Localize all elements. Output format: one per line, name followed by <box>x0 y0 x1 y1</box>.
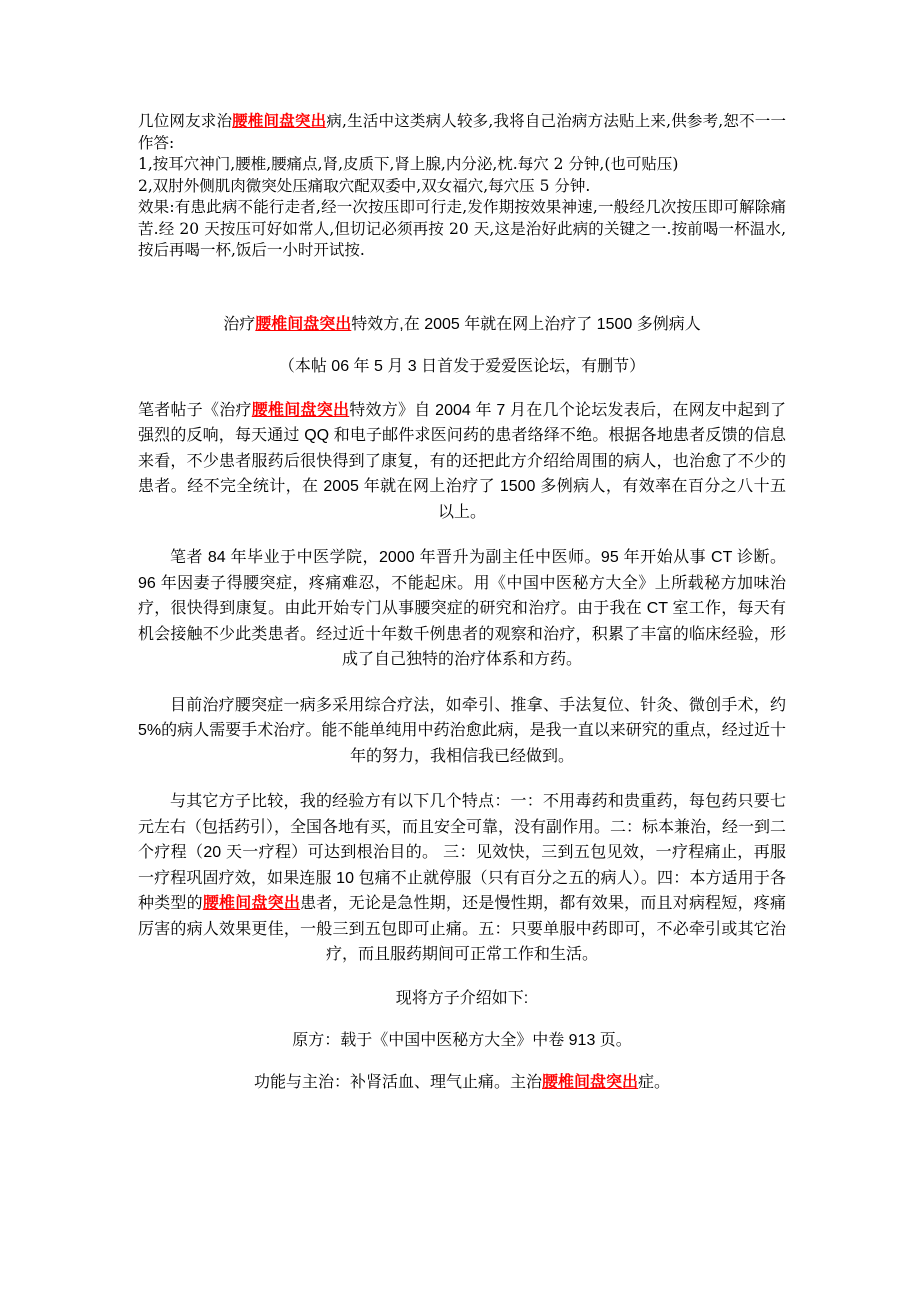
effect-paragraph: 效果:有患此病不能行走者,经一次按压即可行走,发作期按效果神速,一般经几次按压即可解除痛苦.经 20 天按压可好如常人,但切记必须再按 20 天,这是治好此病的关键之一.按前喝一杯温水,按后再喝一杯,饭后一小时开试按. <box>138 198 786 259</box>
method-line-1: 1,按耳穴神门,腰椎,腰痛点,肾,皮质下,肾上腺,内分泌,枕.每穴 2 分钟,(也可贴压) <box>138 155 679 173</box>
post-note: （本帖 06 年 5 月 3 日首发于爱爱医论坛，有删节） <box>278 357 646 375</box>
intro-paragraph <box>138 110 786 154</box>
paragraph-2: 笔者 84 年毕业于中医学院，2000 年晋升为副主任中医师。95 年开始从事 CT 诊断。96 年因妻子得腰突症，疼痛难忍，不能起床。用《中国中医秘方大全》上所载秘方加味治疗，很快得到康复。由此开始专门从事腰突症的研究和治疗。由于我在 CT 室工作，每天有机会接触不少此类患者。经过近十年数千例患者的观察和治疗，积累了丰富的临床经验，形成了自己独特的治疗体系和方药。 <box>138 549 786 668</box>
keyword-link[interactable]: 腰椎间盘突出 <box>232 111 327 130</box>
recipe-intro: 现将方子介绍如下: <box>395 989 529 1007</box>
keyword-link[interactable]: 腰椎间盘突出 <box>251 401 350 419</box>
p1-text-1: 笔者帖子《治疗 <box>138 401 252 419</box>
document-page <box>138 100 786 1095</box>
recipe-source: 原方：载于《中国中医秘方大全》中卷 913 页。 <box>292 1031 632 1049</box>
paragraph-4 <box>138 789 786 968</box>
paragraph-1 <box>138 398 786 526</box>
intro-text-1: 几位网友求治 <box>138 112 233 130</box>
p4-text-1: 与其它方子比较，我的经验方有以下几个特点：一：不用毒药和贵重药，每包药只要七元左右（包括药引），全国各地有买，而且安全可靠，没有副作用。二：标本兼治，经一到二个疗程（20 天一疗程）可达到根治目的。 三：见效快，三到五包见效，一疗程痛止，再服一疗程巩固疗效，如果连服 10 包痛不止就停服（只有百分之五的病人）。四：本方适用于各种类型的 <box>138 793 787 912</box>
method-line-2: 2,双肘外侧肌肉微突处压痛取穴配双委中,双女福穴,每穴压 5 分钟. <box>138 176 591 195</box>
keyword-link[interactable]: 腰椎间盘突出 <box>541 1073 638 1091</box>
func-text-1: 功能与主治：补肾活血、理气止痛。主治 <box>253 1073 542 1091</box>
func-text-2: 症。 <box>638 1073 671 1091</box>
keyword-link[interactable]: 腰椎间盘突出 <box>202 895 301 912</box>
p4-text-2: 患者，无论是急性期，还是慢性期，都有效果，而且对病程短，疼痛厉害的病人效果更佳，一般三到五包即可止痛。五：只要单服中药即可，不必牵引或其它治疗，而且服药期间可正常工作和生活。 <box>138 895 786 963</box>
keyword-link[interactable]: 腰椎间盘突出 <box>255 315 352 333</box>
intro-method-list <box>138 154 786 197</box>
p1-text-2: 特效方》自 2004 年 7 月在几个论坛发表后，在网友中起到了强烈的反响，每天通过 QQ 和电子邮件求医问药的患者络绎不绝。根据各地患者反馈的信息来看，不少患者服药后很快得到了康复，有的还把此方介绍给周围的病人，也治愈了不少的患者。经不完全统计，在 2005 年就在网上治疗了 1500 多例病人，有效率在百分之八十五以上。 <box>138 401 786 521</box>
title-text-1: 治疗 <box>223 315 256 333</box>
recipe-function <box>138 1071 786 1095</box>
title-text-2: 特效方,在 2005 年就在网上治疗了 1500 多例病人 <box>351 315 701 333</box>
paragraph-3: 目前治疗腰突症一病多采用综合疗法，如牵引、推拿、手法复位、针灸、微创手术，约 5%的病人需要手术治疗。能不能单纯用中药治愈此病，是我一直以来研究的重点，经过近十年的努力，我相信我已经做到。 <box>138 696 786 765</box>
intro-text-2: 病,生活中这类病人较多,我将自己治病方法贴上来,供参考,恕不一一作答: <box>138 112 786 152</box>
article-title <box>138 313 786 337</box>
